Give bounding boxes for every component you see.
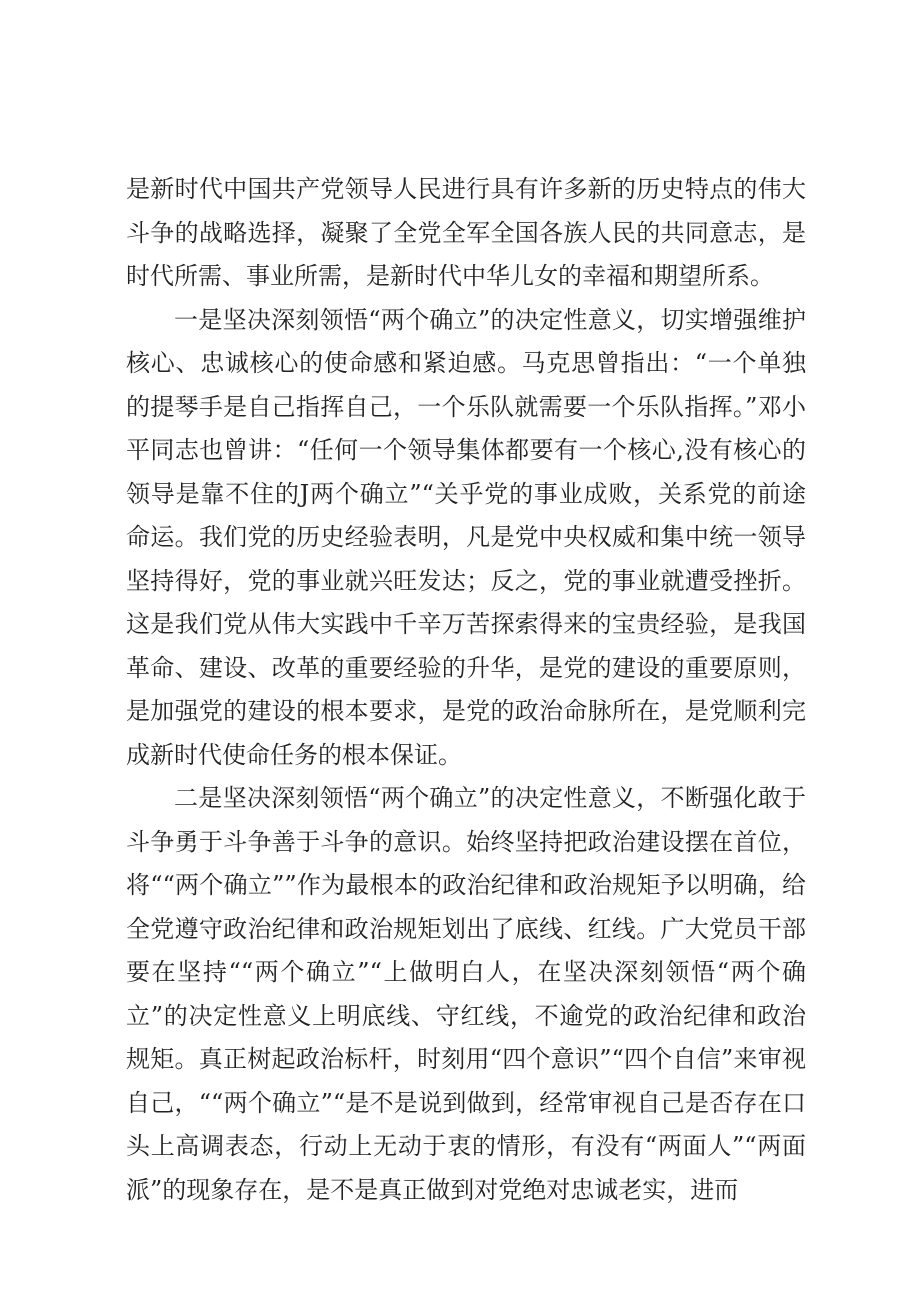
paragraph-point-one: 一是坚决深刻领悟“两个确立”的决定性意义，切实增强维护核心、忠诚核心的使命感和紧迫感。马克思曾指出：“一个单独的提琴手是自己指挥自己，一个乐队就需要一个乐队指挥。”邓小平同志也曾讲：“任何一个领导集体都要有一个核心,没有核心的领导是靠不住的J两个确立”“关乎党的事业成败，关系党的前途命运。我们党的历史经验表明，凡是党中央权威和集中统一领导坚持得好，党的事业就兴旺发达；反之，党的事业就遭受挫折。这是我们党从伟大实践中千辛万苦探索得来的宝贵经验，是我国革命、建设、改革的重要经验的升华，是党的建设的重要原则，是加强党的建设的根本要求，是党的政治命脉所在，是党顺利完成新时代使命任务的根本保证。 [126,305,806,769]
paragraph-point-two: 二是坚决深刻领悟“两个确立”的决定性意义，不断强化敢于斗争勇于斗争善于斗争的意识。始终坚持把政治建设摆在首位，将““两个确立””作为最根本的政治纪律和政治规矩予以明确，给全党遵守政治纪律和政治规矩划出了底线、红线。广大党员干部要在坚持““两个确立”“上做明白人，在坚决深刻领悟“两个确立”的决定性意义上明底线、守红线，不逾党的政治纪律和政治规矩。真正树起政治标杆，时刻用“四个意识”“四个自信”来审视自己，““两个确立”“是不是说到做到，经常审视自己是否存在口头上高调表态，行动上无动于衷的情形，有没有“两面人”“两面派”的现象存在，是不是真正做到对党绝对忠诚老实，进而 [126,784,806,1204]
paragraph-continuation: 是新时代中国共产党领导人民进行具有许多新的历史特点的伟大斗争的战略选择，凝聚了全党全军全国各族人民的共同意志，是时代所需、事业所需，是新时代中华儿女的幸福和期望所系。 [126,175,806,290]
document-body [126,168,806,1212]
